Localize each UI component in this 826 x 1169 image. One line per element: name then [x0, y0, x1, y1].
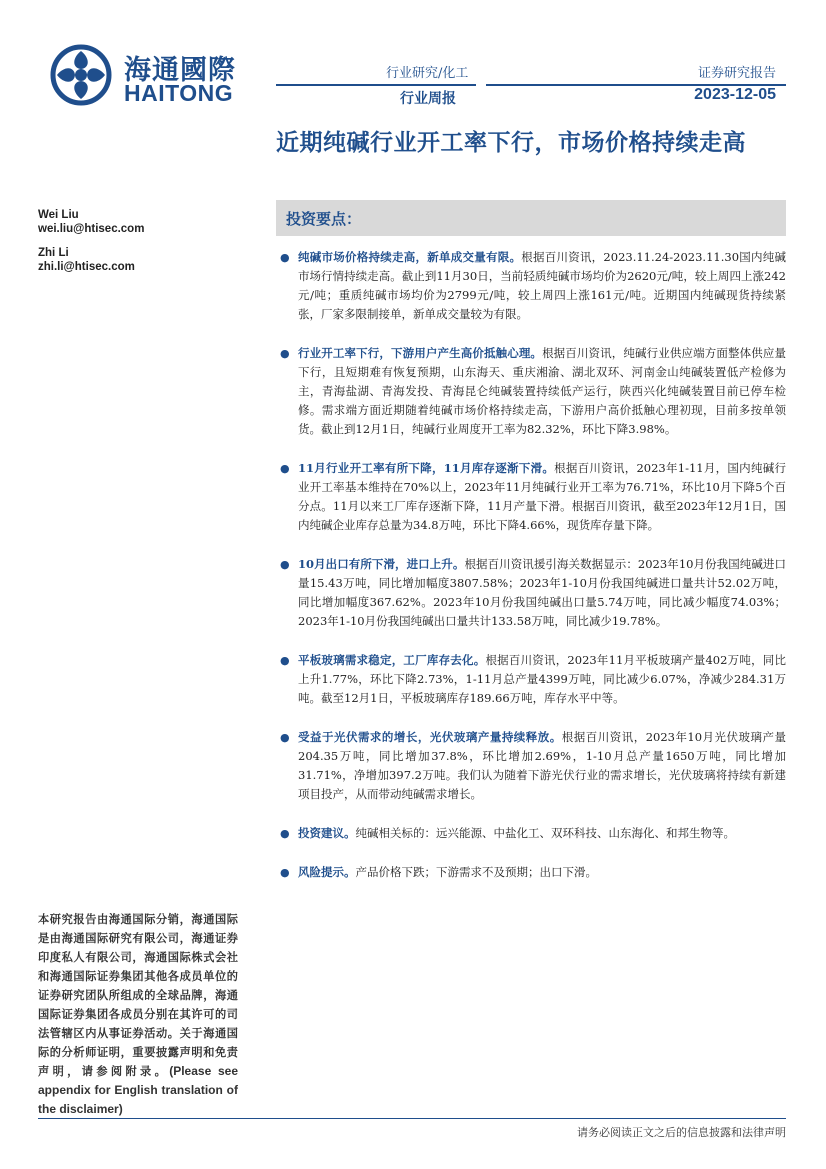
- report-category: 行业研究/化工: [386, 66, 469, 81]
- report-type: 证券研究报告: [697, 66, 776, 81]
- key-point-body: 根据百川资讯，2023年10月光伏玻璃产量204.35万吨，同比增加37.8%，环比增加2.69%，1-10月总产量1650万吨，同比增加31.71%，净增加397.2万吨。我们认为随着下游光伏行业的需求增长，光伏玻璃将持续有新建项目投产，从而带动纯碱需求增长。: [298, 730, 786, 801]
- author-2-name: Zhi Li: [38, 247, 69, 259]
- key-point-lead: 投资建议。: [298, 826, 356, 840]
- report-subtype: 行业周报: [400, 91, 456, 107]
- key-point: [276, 824, 786, 843]
- key-point: [276, 863, 786, 882]
- key-point-lead: 平板玻璃需求稳定，工厂库存去化。: [298, 653, 486, 667]
- key-point-body: 根据百川资讯，2023.11.24-2023.11.30国内纯碱市场行情持续走高。截止到11月30日，当前轻质纯碱市场均价为2620元/吨，较上周四上涨242元/吨；重质纯碱市场均价为2799元/吨，较上周四上涨161元/吨。近期国内纯碱现货持续紧张，厂家多限制接单，新单成交量较为有限。: [298, 250, 786, 321]
- key-point-lead: 纯碱市场价格持续走高，新单成交量有限。: [298, 250, 522, 264]
- key-point: [276, 651, 786, 708]
- key-points-heading: 投资要点：: [286, 210, 362, 228]
- key-point-body: 根据百川资讯援引海关数据显示：2023年10月份我国纯碱进口量15.43万吨，同比增加幅度3807.58%；2023年1-10月份我国纯碱进口量共计52.02万吨，同比增加幅度367.62%。2023年10月份我国纯碱出口量5.74万吨，同比减少幅度74.03%；2023年1-10月份我国纯碱出口量共计133.58万吨，同比减少19.78%。: [298, 557, 786, 628]
- bullet-icon: ●: [280, 827, 290, 840]
- disclaimer-cn: 本研究报告由海通国际分销，海通国际是由海通国际研究有限公司，海通证券印度私人有限公司，海通国际株式会社和海通国际证券集团其他各成员单位的证券研究团队所组成的全球品牌，海通国际证券集团各成员分别在其许可的司法管辖区内从事证券活动。关于海通国际的分析师证明，重要披露声明和免责声明，请参阅附录。: [38, 912, 238, 1078]
- report-date: 2023-12-05: [694, 86, 776, 103]
- bullet-icon: ●: [280, 866, 290, 879]
- footer-notice: 请务必阅读正文之后的信息披露和法律声明: [577, 1126, 786, 1139]
- key-point: [276, 555, 786, 631]
- key-point-lead: 行业开工率下行，下游用户产生高价抵触心理。: [298, 346, 543, 360]
- bullet-icon: ●: [280, 731, 290, 744]
- author-1-name: Wei Liu: [38, 209, 79, 221]
- bullet-icon: ●: [280, 347, 290, 360]
- bullet-icon: ●: [280, 462, 290, 475]
- author-1-email[interactable]: wei.liu@htisec.com: [38, 223, 145, 235]
- key-point-lead: 风险提示。: [298, 865, 356, 879]
- footer-divider: [38, 1118, 786, 1119]
- logo-name-cn: 海通國際: [124, 55, 236, 86]
- bullet-icon: ●: [280, 251, 290, 264]
- key-point: [276, 344, 786, 439]
- disclaimer: [38, 910, 238, 1119]
- key-point-lead: 受益于光伏需求的增长，光伏玻璃产量持续释放。: [298, 730, 562, 744]
- key-point-body: 产品价格下跌；下游需求不及预期；出口下滑。: [355, 865, 597, 879]
- key-point: [276, 248, 786, 324]
- key-point-body: 纯碱相关标的：远兴能源、中盐化工、双环科技、山东海化、和邦生物等。: [355, 826, 735, 840]
- disclaimer-en: (Please see appendix for English translation of the disclaimer): [38, 1064, 238, 1116]
- bullet-icon: ●: [280, 654, 290, 667]
- header-divider-left: [276, 84, 476, 86]
- author-2-email[interactable]: zhi.li@htisec.com: [38, 261, 135, 273]
- haitong-emblem-icon: [50, 44, 114, 106]
- page-title: 近期纯碱行业开工率下行，市场价格持续走高: [276, 130, 746, 156]
- key-point-body: 根据百川资讯，2023年11月平板玻璃产量402万吨，同比上升1.77%，环比下降2.73%，1-11月总产量4399万吨，同比减少6.07%，净减少284.31万吨。截至12月1日，平板玻璃库存189.66万吨，库存水平中等。: [298, 653, 786, 705]
- key-point: [276, 459, 786, 535]
- key-point-body: 根据百川资讯，纯碱行业供应端方面整体供应量下行，且短期难有恢复预期，山东海天、重庆湘渝、湖北双环、河南金山纯碱装置低产检修为主，青海盐湖、青海发投、青海昆仑纯碱装置持续低产运行，陕西兴化纯碱装置目前已停车检修。需求端方面近期随着纯碱市场价格持续走高，下游用户高价抵触心理初现，目前多按单领货。截止到12月1日，纯碱行业周度开工率为82.32%，环比下降3.98%。: [298, 346, 786, 436]
- key-point: [276, 728, 786, 804]
- haitong-logo: [50, 44, 250, 106]
- key-point-lead: 11月行业开工率有所下降，11月库存逐渐下滑。: [298, 461, 555, 475]
- key-point-lead: 10月出口有所下滑，进口上升。: [298, 557, 465, 571]
- key-points-header: [276, 200, 786, 236]
- logo-name-en: HAITONG: [124, 80, 234, 106]
- key-points-list: [276, 248, 786, 902]
- bullet-icon: ●: [280, 558, 290, 571]
- key-point-body: 根据百川资讯，2023年1-11月，国内纯碱行业开工率基本维持在70%以上，2023年11月纯碱行业开工率为76.71%，环比10月下降5个百分点。11月以来工厂库存逐渐下降，11月产量下滑。根据百川资讯，截至2023年12月1日，国内纯碱企业库存总量为34.8万吨，环比下降4.66%，现货库存量下降。: [298, 461, 786, 532]
